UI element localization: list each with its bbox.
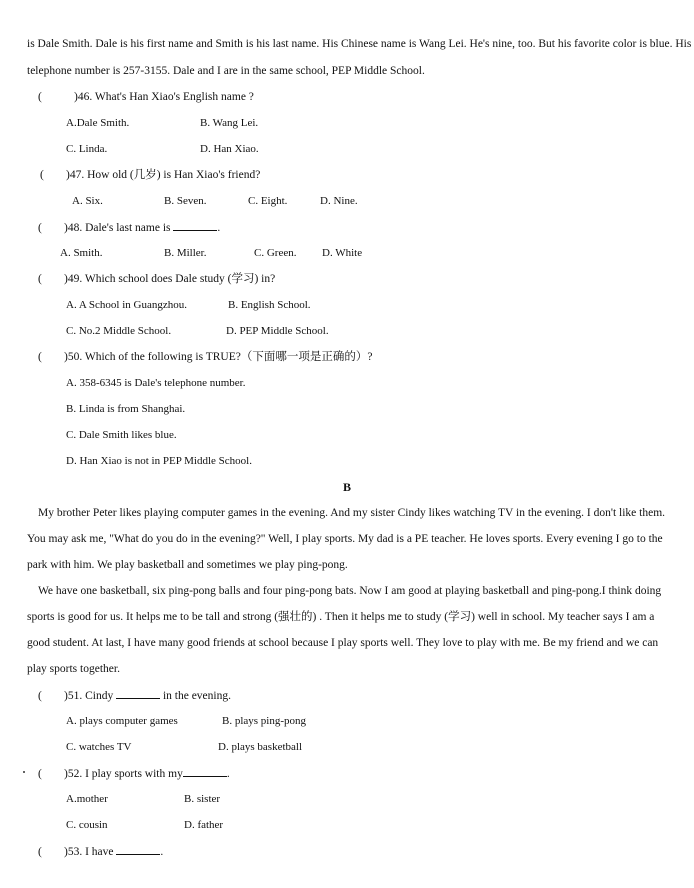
q47-option-b: B. Seven. [164, 195, 207, 207]
question-tail: . [160, 846, 164, 858]
q49-option-c: C. No.2 Middle School. [66, 325, 172, 337]
question-text: )47. How old (几岁) is Han Xiao's friend? [66, 169, 261, 181]
answer-bracket[interactable]: ( [40, 169, 44, 181]
question-tail: . [226, 768, 230, 780]
passage-b-line-5: sports is good for us. It helps me to be tall and strong (强壮的) . Then it helps me to study (学习) well in school. My teacher says I am a [27, 611, 655, 623]
answer-bracket[interactable]: ( [38, 846, 42, 858]
fill-blank[interactable] [116, 688, 160, 699]
answer-bracket[interactable]: ( [38, 91, 42, 103]
q46-option-d: D. Han Xiao. [200, 143, 259, 155]
q51-option-d: D. plays basketball [218, 741, 303, 753]
stray-dot [23, 771, 25, 773]
passage-b-line-7: play sports together. [27, 663, 120, 675]
question-48 [38, 220, 220, 235]
question-47 [40, 168, 260, 182]
answer-bracket[interactable]: ( [38, 768, 42, 780]
question-text: )53. I have [64, 846, 114, 858]
q48-option-d: D. White [322, 247, 363, 259]
q52-option-b: B. sister [184, 793, 221, 805]
q52-option-c: C. cousin [66, 819, 108, 831]
section-b-heading: B [342, 480, 351, 494]
question-53 [38, 844, 163, 859]
q46-option-a: A.Dale Smith. [66, 117, 130, 129]
question-46 [38, 90, 254, 104]
passage-b-line-6: good student. At last, I have many good friends at school because I play sports well. They love to play with me. Be my friend and we can [27, 637, 659, 649]
q51-option-b: B. plays ping-pong [222, 715, 307, 727]
fill-blank[interactable] [116, 844, 160, 855]
q47-option-d: D. Nine. [320, 195, 358, 207]
q50-option-b: B. Linda is from Shanghai. [66, 403, 186, 415]
question-50 [38, 350, 372, 364]
passage-b-line-3: park with him. We play basketball and sometimes we play ping-pong. [27, 559, 348, 571]
q50-option-a: A. 358-6345 is Dale's telephone number. [66, 377, 246, 389]
fill-blank[interactable] [183, 766, 227, 777]
q52-option-d: D. father [184, 819, 224, 831]
question-tail: . [217, 222, 221, 234]
passage-b-line-2: You may ask me, "What do you do in the evening?" Well, I play sports. My dad is a PE teacher. He loves sports. Every evening I go to the [27, 533, 663, 545]
question-text: )50. Which of the following is TRUE?（下面哪一项是正确的）? [64, 351, 373, 363]
q48-option-b: B. Miller. [164, 247, 207, 259]
q48-option-c: C. Green. [254, 247, 297, 259]
question-text: )51. Cindy [64, 690, 114, 702]
q50-option-d: D. Han Xiao is not in PEP Middle School. [66, 455, 252, 467]
answer-bracket[interactable]: ( [38, 222, 42, 234]
question-51 [38, 688, 231, 703]
q50-option-c: C. Dale Smith likes blue. [66, 429, 177, 441]
passage-b-line-4: We have one basketball, six ping-pong balls and four ping-pong bats. Now I am good at playing basketball and ping-pong.I think doing [38, 585, 662, 597]
question-text: )52. I play sports with my [64, 768, 183, 780]
q49-option-d: D. PEP Middle School. [226, 325, 329, 337]
q47-option-a: A. Six. [72, 195, 103, 207]
answer-bracket[interactable]: ( [38, 690, 42, 702]
q49-option-b: B. English School. [228, 299, 311, 311]
q46-option-b: B. Wang Lei. [200, 117, 259, 129]
q52-option-a: A.mother [66, 793, 108, 805]
passage-a-line-2: telephone number is 257-3155. Dale and I are in the same school, PEP Middle School. [27, 65, 425, 77]
question-text: )48. Dale's last name is [64, 222, 171, 234]
question-52 [38, 766, 230, 781]
q48-option-a: A. Smith. [60, 247, 103, 259]
q47-option-c: C. Eight. [248, 195, 288, 207]
question-text: )46. What's Han Xiao's English name ? [74, 91, 254, 103]
fill-blank[interactable] [173, 220, 217, 231]
q46-option-c: C. Linda. [66, 143, 108, 155]
question-49 [38, 272, 275, 286]
answer-bracket[interactable]: ( [38, 351, 42, 363]
q51-option-c: C. watches TV [66, 741, 132, 753]
passage-a-line-1: is Dale Smith. Dale is his first name and Smith is his last name. His Chinese name is Wang Lei. He's nine, too. But his favorite color is blue. His [27, 38, 692, 50]
q49-option-a: A. A School in Guangzhou. [66, 299, 187, 311]
q51-option-a: A. plays computer games [66, 715, 178, 727]
passage-b-line-1: My brother Peter likes playing computer games in the evening. And my sister Cindy likes watching TV in the evening. I don't like them. [38, 507, 666, 519]
question-tail: in the evening. [162, 690, 231, 702]
question-text: )49. Which school does Dale study (学习) in? [64, 273, 276, 285]
answer-bracket[interactable]: ( [38, 273, 42, 285]
